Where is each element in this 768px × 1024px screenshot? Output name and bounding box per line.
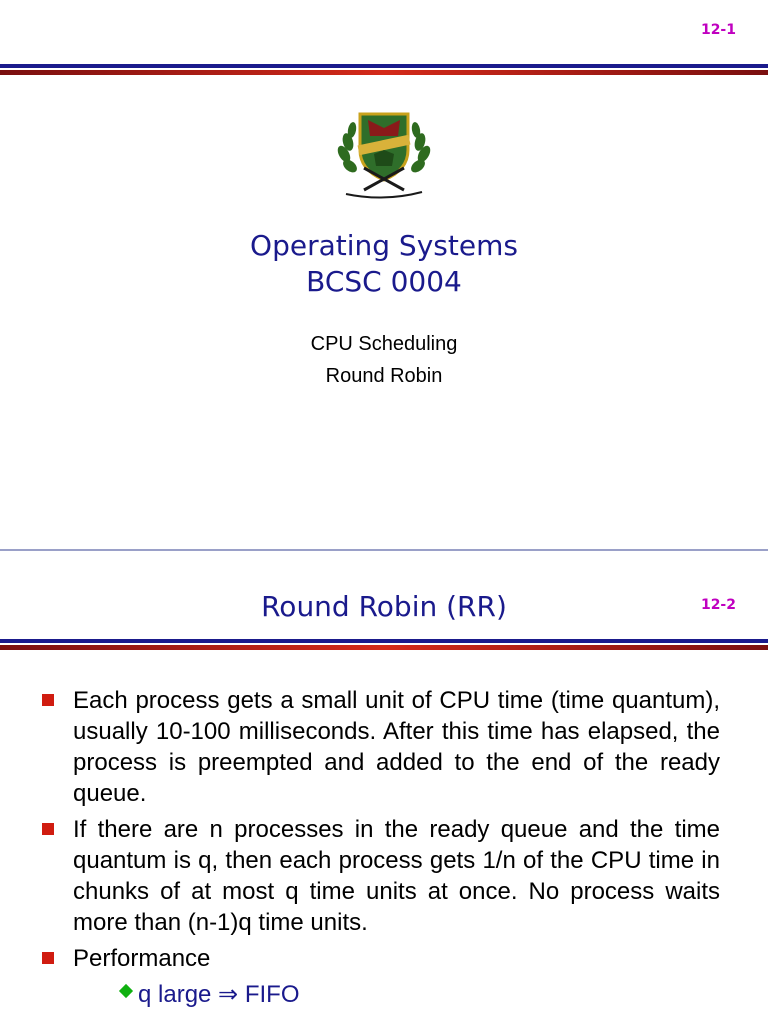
list-item: If there are n processes in the ready queue and the time quantum is q, then each process gets 1/n of the CPU time in chunks of at most q time units at once. No process waits more than (n-1)q time units. — [40, 814, 720, 938]
diamond-bullet-icon — [119, 984, 133, 998]
bullet-list — [40, 685, 720, 1015]
header-rule — [0, 639, 768, 649]
page-title — [0, 228, 768, 300]
header-rule — [0, 64, 768, 74]
page-number: 12-1 — [700, 22, 736, 38]
list-item: Performance q large ⇒ FIFO — [40, 943, 720, 1010]
sub-list-item: q large ⇒ FIFO — [73, 979, 720, 1010]
list-item: Each process gets a small unit of CPU time (time quantum), usually 10-100 milliseconds. After this time has elapsed, the process is preempted and added to the end of the ready queue. — [40, 685, 720, 809]
page-number: 12-2 — [700, 597, 736, 613]
gla-university-crest-icon — [334, 106, 434, 202]
slide-round-robin — [0, 551, 768, 1024]
square-bullet-icon — [42, 694, 54, 706]
square-bullet-icon — [42, 952, 54, 964]
slide-heading: Round Robin (RR) — [261, 590, 507, 623]
square-bullet-icon — [42, 823, 54, 835]
subtitle-line-2: Round Robin — [325, 365, 443, 387]
subtitle-line-1: CPU Scheduling — [310, 333, 458, 355]
title-line-2: BCSC 0004 — [306, 265, 462, 298]
title-line-1: Operating Systems — [250, 229, 518, 262]
